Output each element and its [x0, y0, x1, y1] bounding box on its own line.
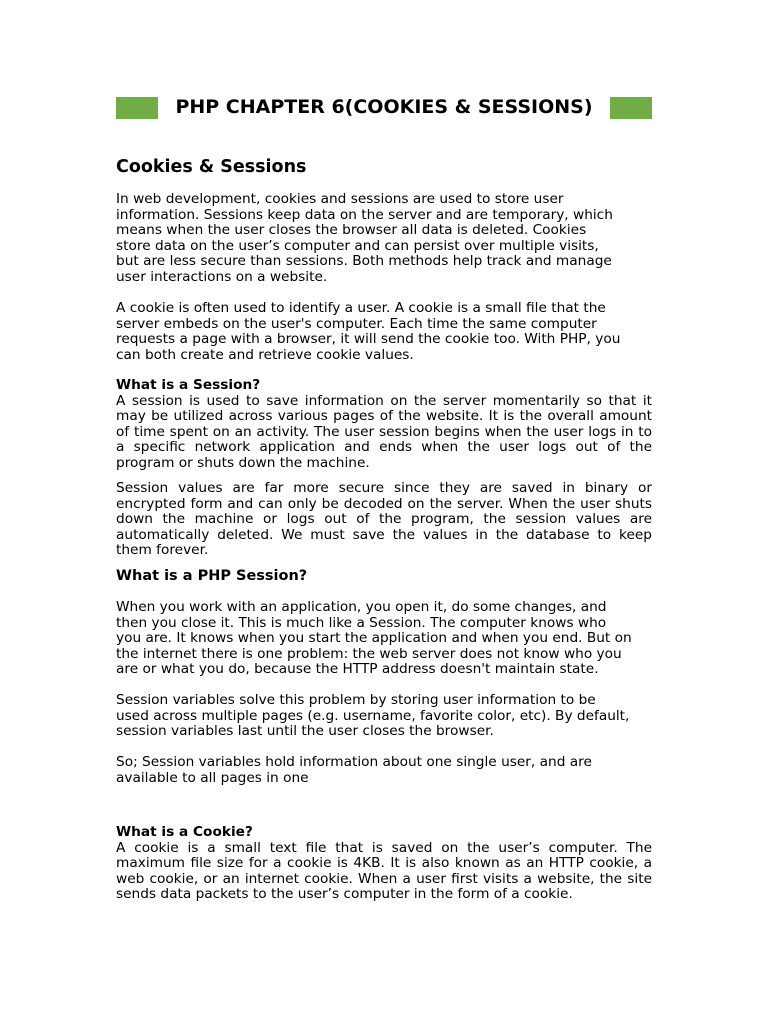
session-text: A session is used to save information on the server momentarily so that it may be utilized across various pages of the website. It is the overall amount of time spent on an activity. The user session begins when the user logs in to a specific network application and ends when the user logs out of the program or shuts down the machine.: [116, 392, 652, 471]
session-vars-line: Session variables solve this problem by storing user information to be: [116, 692, 596, 708]
cookie-intro-line: server embeds on the user's computer. Each time the same computer: [116, 315, 597, 332]
php-session-line: you are. It knows when you start the application and when you end. But on: [116, 630, 632, 647]
cookie-intro-paragraph: [116, 301, 652, 363]
cookie-intro-line: A cookie is often used to identify a user. A cookie is a small file that the: [116, 300, 606, 316]
document-title: PHP CHAPTER 6(COOKIES & SESSIONS): [175, 96, 593, 118]
session-hold-line: available to all pages in one: [116, 769, 309, 786]
intro-line: but are less secure than sessions. Both methods help track and manage: [116, 253, 612, 270]
php-session-line: the internet there is one problem: the web server does not know who you: [116, 645, 622, 662]
intro-line: means when the user closes the browser all data is deleted. Cookies: [116, 222, 587, 239]
session-vars-line: session variables last until the user closes the browser.: [116, 723, 494, 740]
session-hold-paragraph: [116, 755, 652, 786]
intro-line: store data on the user’s computer and can persist over multiple visits,: [116, 237, 599, 254]
session-hold-line: So; Session variables hold information about one single user, and are: [116, 754, 592, 770]
session-vars-line: used across multiple pages (e.g. username, favorite color, etc). By default,: [116, 707, 630, 724]
intro-paragraph: [116, 192, 652, 286]
intro-line: user interactions on a website.: [116, 268, 328, 285]
cookie-intro-line: can both create and retrieve cookie values.: [116, 346, 414, 363]
title-bar: [116, 97, 652, 119]
session-values-paragraph: Session values are far more secure since they are saved in binary or encrypted form and can only be decoded on the server. When the user shuts down the machine or logs out of the program, the session values are automatically deleted. We must save the values in the database to keep them forever.: [116, 480, 652, 559]
cookie-intro-line: requests a page with a browser, it will send the cookie too. With PHP, you: [116, 331, 621, 348]
intro-line: In web development, cookies and sessions are used to store user: [116, 191, 564, 207]
session-heading: What is a Session?: [116, 377, 261, 393]
title-accent-right: [610, 97, 652, 119]
cookie-text: A cookie is a small text file that is saved on the user’s computer. The maximum file size for a cookie is 4KB. It is also known as an HTTP cookie, a web cookie, or an internet cookie. When a user first visits a website, the site sends data packets to the user’s computer in the form of a cookie.: [116, 839, 652, 903]
session-paragraph: [116, 378, 652, 472]
cookie-paragraph: [116, 825, 652, 903]
intro-line: information. Sessions keep data on the server and are temporary, which: [116, 206, 613, 223]
php-session-line: are or what you do, because the HTTP address doesn't maintain state.: [116, 661, 599, 678]
php-session-heading: What is a PHP Session?: [116, 568, 308, 584]
php-session-line: When you work with an application, you open it, do some changes, and: [116, 599, 607, 615]
session-vars-paragraph: [116, 693, 652, 740]
cookie-heading: What is a Cookie?: [116, 824, 253, 840]
section-heading: Cookies & Sessions: [116, 157, 307, 177]
php-session-paragraph: [116, 600, 652, 678]
php-session-line: then you close it. This is much like a Session. The computer knows who: [116, 614, 607, 631]
